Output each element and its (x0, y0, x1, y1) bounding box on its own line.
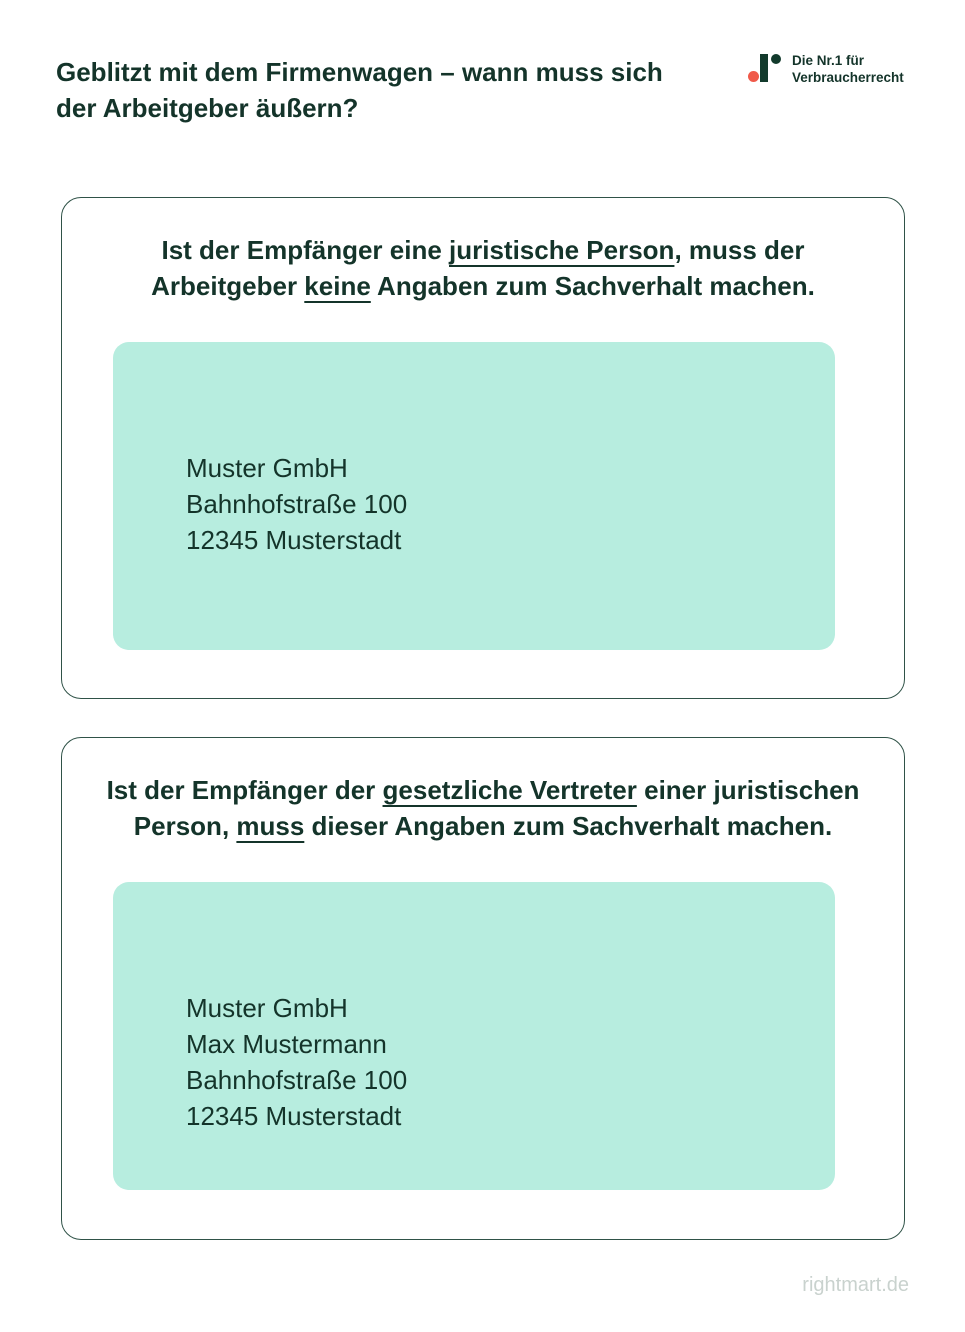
heading-text: Person, (133, 811, 237, 841)
page-title-line-2: der Arbeitgeber äußern? (56, 93, 359, 123)
recipient-address (186, 990, 407, 1134)
recipient-address (186, 450, 407, 558)
address-line: 12345 Musterstadt (186, 525, 402, 555)
address-line: Muster GmbH (186, 453, 348, 483)
brand-tagline-line-2: Verbraucherrecht (792, 70, 904, 85)
heading-emphasis: muss (236, 811, 305, 841)
address-line: Max Mustermann (186, 1029, 387, 1059)
heading-text: dieser Angaben zum Sachverhalt machen. (304, 811, 833, 841)
address-line: Bahnhofstraße 100 (186, 489, 408, 519)
address-line: 12345 Musterstadt (186, 1101, 402, 1131)
envelope-address-box (113, 882, 835, 1190)
heading-text: einer juristischen (636, 775, 860, 805)
heading-emphasis: juristische Person (449, 235, 675, 265)
card-heading (62, 772, 904, 844)
card-heading (62, 232, 904, 304)
address-line: Muster GmbH (186, 993, 348, 1023)
brand-tagline-line-1: Die Nr.1 für (792, 53, 865, 68)
heading-emphasis: gesetzliche Vertreter (382, 775, 637, 805)
address-line: Bahnhofstraße 100 (186, 1065, 408, 1095)
heading-text: Angaben zum Sachverhalt machen. (370, 271, 815, 301)
info-card-legal-entity (61, 197, 905, 699)
page-title (56, 54, 696, 126)
heading-text: Ist der Empfänger eine (161, 235, 450, 265)
heading-text: , muss der (674, 235, 805, 265)
brand-tagline (792, 52, 904, 86)
rightmart-logo-icon (746, 52, 784, 84)
info-card-legal-representative (61, 737, 905, 1240)
brand-logo (746, 52, 904, 86)
heading-text: Ist der Empfänger der (106, 775, 383, 805)
envelope-address-box (113, 342, 835, 650)
heading-emphasis: keine (304, 271, 371, 301)
heading-text: Arbeitgeber (151, 271, 305, 301)
footer-domain: rightmart.de (802, 1274, 909, 1296)
page-title-line-1: Geblitzt mit dem Firmenwagen – wann muss sich (56, 57, 663, 87)
